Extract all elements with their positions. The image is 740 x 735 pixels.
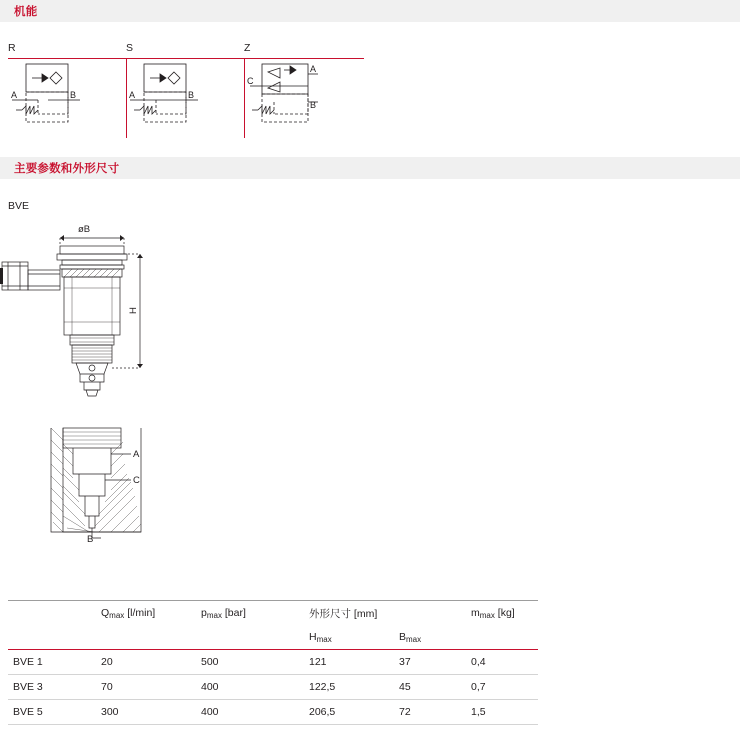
table-header-row-sub: [8, 625, 538, 650]
cell-hmax: 122,5: [304, 675, 394, 700]
symbol-port-label-b-s: B: [188, 90, 195, 100]
cell-flow: 20: [96, 650, 196, 675]
symbol-label-r: R: [8, 42, 16, 54]
cavity-port-label-b: B: [87, 534, 94, 545]
cell-mass: 0,4: [466, 650, 538, 675]
cell-model: BVE 1: [8, 650, 96, 675]
cavity-section-drawing: [45, 420, 225, 545]
table-row: [8, 650, 538, 675]
header-cell-mass: $m_{max}$ [kg]: [466, 601, 538, 626]
table-header-row-main: [8, 601, 538, 626]
cell-bmax: 72: [394, 700, 466, 725]
symbol-port-label-a-z: A: [310, 64, 317, 74]
cell-hmax: 121: [304, 650, 394, 675]
table-row: [8, 700, 538, 725]
cell-flow: 300: [96, 700, 196, 725]
header-cell-dimensions: 外形尺寸 [mm]: [304, 601, 466, 626]
cell-pressure: 500: [196, 650, 304, 675]
cavity-port-label-c: C: [133, 475, 140, 486]
cell-bmax: 45: [394, 675, 466, 700]
dimension-label-height: H: [128, 307, 139, 314]
symbol-label-z: Z: [244, 42, 251, 54]
symbol-port-label-c-z: C: [247, 76, 254, 86]
subheader-cell-bmax: $B_{max}$: [394, 625, 466, 650]
cell-hmax: 206,5: [304, 700, 394, 725]
cell-flow: 70: [96, 675, 196, 700]
section-header-function: [0, 0, 740, 22]
symbol-label-s: S: [126, 42, 134, 54]
symbol-port-label-b-z: B: [310, 100, 317, 110]
symbol-port-label-a-s: A: [129, 90, 136, 100]
subheader-cell-hmax: $H_{max}$: [304, 625, 394, 650]
header-cell-pressure: $p_{max}$ [bar]: [196, 601, 304, 626]
symbol-port-label-b-r: B: [70, 90, 77, 100]
header-cell-flow: $Q_{max}$ [l/min]: [96, 601, 196, 626]
header-cell-model: [8, 601, 96, 626]
specifications-table: [8, 600, 538, 725]
cell-mass: 0,7: [466, 675, 538, 700]
subheader-cell-blank-1: [8, 625, 96, 650]
cell-model: BVE 5: [8, 700, 96, 725]
cavity-port-label-a: A: [133, 449, 140, 460]
function-symbols-group: [8, 42, 364, 138]
cell-bmax: 37: [394, 650, 466, 675]
cell-model: BVE 3: [8, 675, 96, 700]
subheader-cell-blank-4: [466, 625, 538, 650]
valve-assembly-drawing: [0, 218, 200, 408]
cell-pressure: 400: [196, 675, 304, 700]
cell-mass: 1,5: [466, 700, 538, 725]
section-header-dimensions: [0, 157, 740, 179]
drawing-model-label: BVE: [8, 200, 30, 212]
symbol-diagram-z: [244, 58, 356, 138]
symbol-cell-r: [8, 42, 120, 138]
section-title-function: 机能: [14, 6, 38, 18]
subheader-cell-blank-3: [196, 625, 304, 650]
symbol-diagram-r: [8, 58, 120, 138]
dimension-label-diameter: øB: [78, 224, 91, 235]
cell-pressure: 400: [196, 700, 304, 725]
symbol-diagram-s: [126, 58, 238, 138]
subheader-cell-blank-2: [96, 625, 196, 650]
symbol-cell-s: [126, 42, 238, 138]
section-title-dimensions: 主要参数和外形尺寸: [14, 163, 120, 175]
symbol-cell-z: [244, 42, 356, 138]
table-row: [8, 675, 538, 700]
symbol-port-label-a-r: A: [11, 90, 18, 100]
